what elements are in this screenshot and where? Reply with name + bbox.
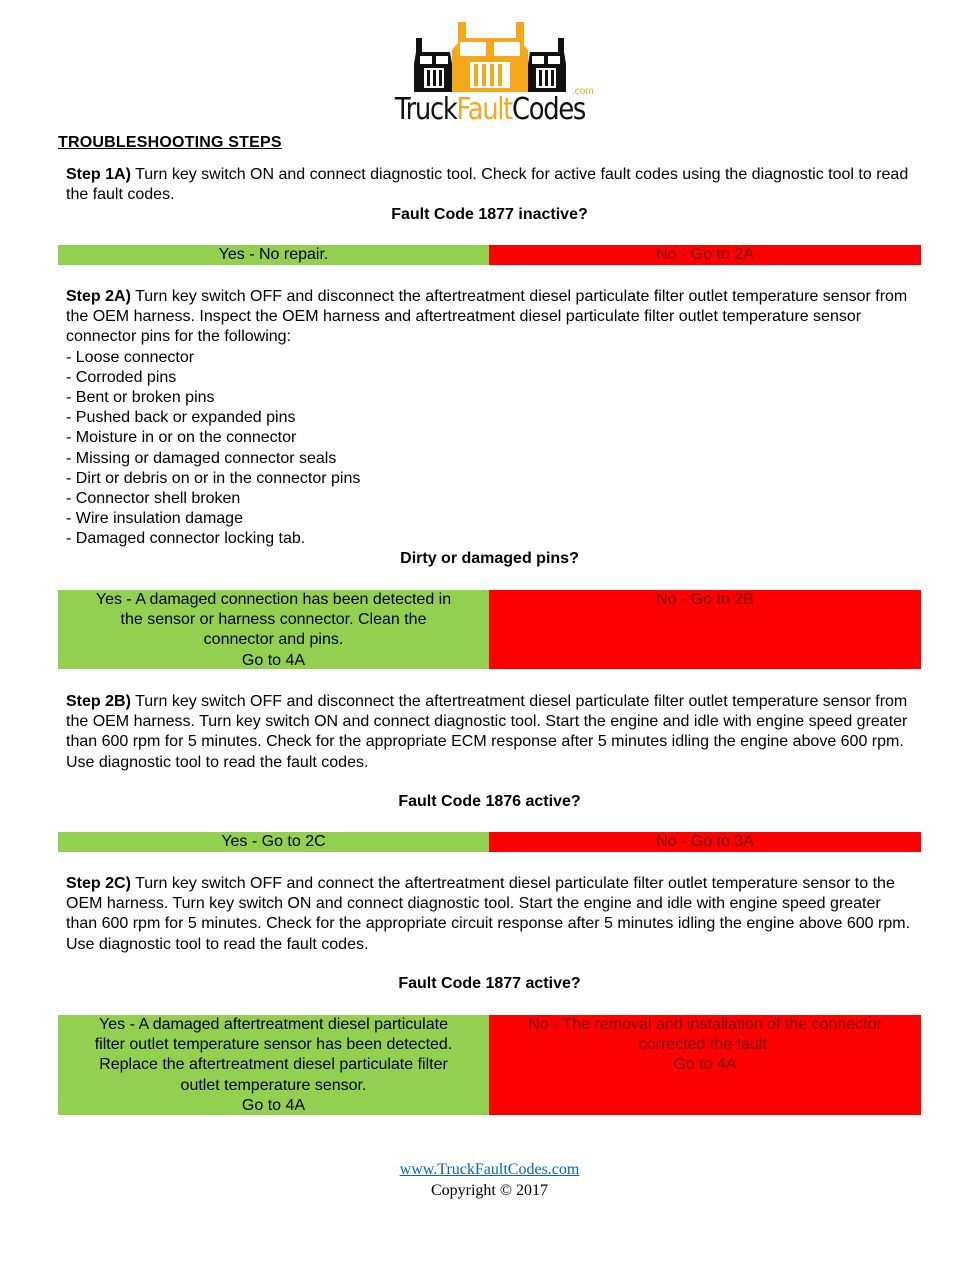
list-item: - Corroded pins (66, 368, 177, 386)
step-2a-question: Dirty or damaged pins? (400, 550, 579, 567)
step-2c-yes-line: Replace the aftertreatment diesel particulate filter (99, 1056, 448, 1074)
step-2a-decision (58, 590, 921, 669)
site-logo (378, 20, 602, 130)
list-item: - Dirt or debris on or in the connector pins (66, 469, 361, 487)
logo-word-fault: Fault (456, 92, 513, 127)
step-2a-yes-line: the sensor or harness connector. Clean the (120, 611, 427, 629)
list-item: - Connector shell broken (66, 490, 241, 508)
step-2a-yes-line: Yes - A damaged connection has been detected in (95, 591, 452, 608)
step-2c-text: Turn key switch OFF and connect the aftertreatment diesel particulate filter outlet temperature sensor to the OEM harness. Turn key switch ON and connect diagnostic tool. Start the engine and idle with engine speed greater than 600 rpm for 5 minutes. Check for the appropriate circuit response after 5 minutes idling the engine above 600 rpm. Use diagnostic tool to read the fault codes. (66, 875, 911, 953)
step-2a-yes-cell (58, 590, 489, 669)
step-2b-paragraph (66, 692, 916, 773)
step-2c-label: Step 2C) (66, 875, 131, 892)
inspection-checklist (66, 348, 916, 550)
list-item: - Wire insulation damage (66, 510, 243, 528)
step-2c-paragraph (66, 874, 916, 955)
logo-wordmark (394, 92, 587, 128)
step-1a-no-line: No - Go to 2A (656, 246, 754, 263)
footer-copyright: Copyright © 2017 (430, 1182, 549, 1199)
step-2c-yes-cell (58, 1015, 489, 1115)
step-2a-yes-line: Go to 4A (241, 651, 306, 669)
step-2c-yes-line: Yes - A damaged aftertreatment diesel particulate (99, 1016, 448, 1033)
step-2c-no-line: corrected the fault. (638, 1036, 772, 1054)
step-2b-question: Fault Code 1876 active? (398, 793, 581, 810)
step-2b-yes-cell (58, 832, 489, 852)
step-2a-label: Step 2A) (66, 288, 131, 305)
step-1a-yes-cell (58, 245, 489, 265)
step-2a-paragraph (66, 287, 916, 550)
list-item: - Damaged connector locking tab. (66, 530, 306, 548)
step-1a-yes-line: Yes - No repair. (218, 246, 329, 263)
list-item: - Missing or damaged connector seals (66, 449, 337, 467)
step-2c-no-line: No - The removal and installation of the connector (528, 1016, 882, 1033)
step-2b-label: Step 2B) (66, 693, 131, 710)
list-item: - Pushed back or expanded pins (66, 409, 296, 427)
step-2c-yes-line: filter outlet temperature sensor has been detected. (94, 1036, 453, 1054)
step-1a-paragraph (66, 165, 916, 205)
step-2b-decision (58, 832, 921, 852)
step-2c-yes-line: Go to 4A (241, 1096, 306, 1114)
step-2a-no-cell (489, 590, 921, 669)
section-title: TROUBLESHOOTING STEPS (58, 134, 282, 151)
step-2c-question: Fault Code 1877 active? (398, 975, 581, 992)
step-2c-no-cell (489, 1015, 921, 1115)
step-1a-label: Step 1A) (66, 166, 131, 183)
step-2a-yes-line: connector and pins. (203, 631, 344, 649)
step-1a-no-cell (489, 245, 921, 265)
step-1a-question: Fault Code 1877 inactive? (391, 206, 588, 223)
step-2a-text: Turn key switch OFF and disconnect the aftertreatment diesel particulate filter outlet temperature sensor from the OEM harness. Inspect the OEM harness and aftertreatment diesel particulate filter outlet temperature sensor connector pins for the following: (66, 288, 908, 346)
list-item: - Loose connector (66, 348, 195, 366)
logo-word-truck: Truck (394, 92, 457, 127)
step-1a-text: Turn key switch ON and connect diagnostic tool. Check for active fault codes using the diagnostic tool to read the fault codes. (66, 166, 909, 204)
step-2a-no-line: No - Go to 2B (656, 591, 754, 608)
step-2c-decision (58, 1015, 921, 1115)
list-item: - Bent or broken pins (66, 389, 215, 407)
truck-grille-icon (378, 20, 602, 94)
step-2b-no-line: No - Go to 3A (656, 833, 754, 850)
step-2c-no-line: Go to 4A (673, 1056, 737, 1074)
step-2b-no-cell (489, 832, 921, 852)
footer-website-link[interactable]: www.TruckFaultCodes.com (399, 1161, 580, 1178)
logo-suffix: .com (572, 86, 594, 97)
list-item: - Moisture in or on the connector (66, 429, 297, 447)
step-2b-text: Turn key switch OFF and disconnect the aftertreatment diesel particulate filter outlet temperature sensor from the OEM harness. Turn key switch ON and connect diagnostic tool. Start the engine and idle with engine speed greater than 600 rpm for 5 minutes. Check for the appropriate ECM response after 5 minutes idling the engine above 600 rpm. Use diagnostic tool to read the fault codes. (66, 693, 908, 771)
step-2c-yes-line: outlet temperature sensor. (180, 1076, 367, 1094)
logo-word-codes: Codes (512, 92, 586, 127)
step-2b-yes-line: Yes - Go to 2C (221, 833, 326, 850)
step-1a-decision (58, 245, 921, 265)
